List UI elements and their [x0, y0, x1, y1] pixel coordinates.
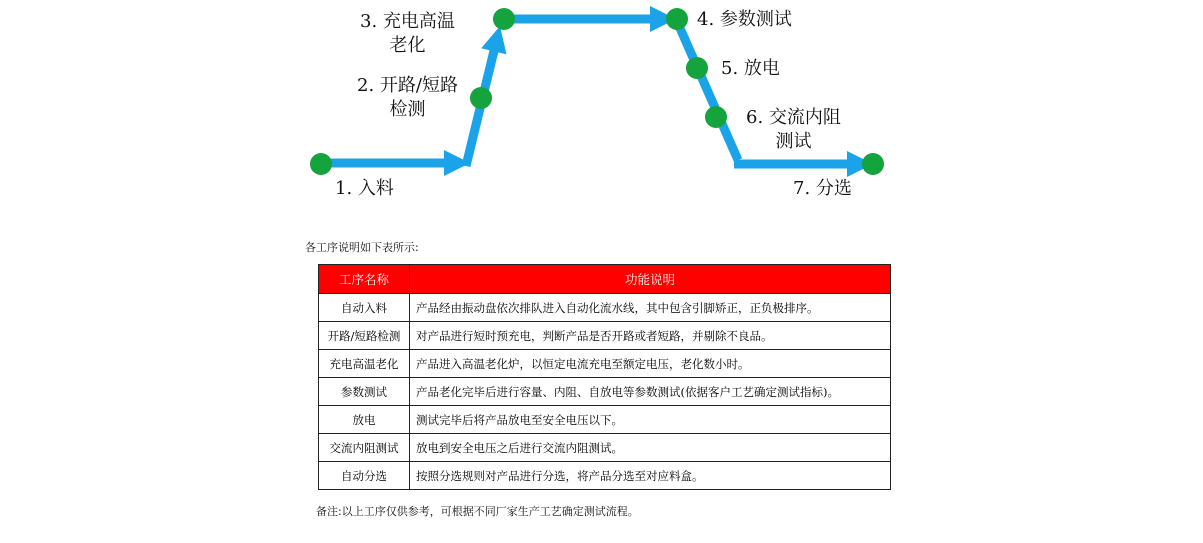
- node-feeding: [310, 153, 332, 175]
- node-aging: [493, 8, 515, 30]
- flow-connector-4: [672, 17, 742, 162]
- node-ac-resistance: [705, 106, 727, 128]
- row-step-name: 充电高温老化: [319, 350, 410, 378]
- row-step-name: 自动入料: [319, 294, 410, 322]
- flow-arrow-3: [502, 6, 676, 32]
- row-step-name: 开路/短路检测: [319, 322, 410, 350]
- row-description: 产品老化完毕后进行容量、内阻、自放电等参数测试(依据客户工艺确定测试指标)。: [410, 378, 891, 406]
- process-table: [318, 264, 891, 490]
- table-row: [319, 294, 891, 322]
- row-description: 对产品进行短时预充电，判断产品是否开路或者短路，并剔除不良品。: [410, 322, 891, 350]
- step-label-open-short-test: 2. 开路/短路 检测: [357, 75, 458, 120]
- footnote: 备注:以上工序仅供参考，可根据不同厂家生产工艺确定测试流程。: [316, 505, 639, 518]
- step-label-feeding: 1. 入料: [335, 178, 394, 199]
- flow-arrow-1: [322, 150, 470, 176]
- node-parameter-test: [666, 8, 688, 30]
- row-description: 按照分选规则对产品进行分选，将产品分选至对应料盒。: [410, 462, 891, 490]
- table-row: [319, 434, 891, 462]
- row-description: 测试完毕后将产品放电至安全电压以下。: [410, 406, 891, 434]
- table-row: [319, 406, 891, 434]
- row-description: 放电到安全电压之后进行交流内阻测试。: [410, 434, 891, 462]
- row-description: 产品进入高温老化炉，以恒定电流充电至额定电压，老化数小时。: [410, 350, 891, 378]
- table-row: [319, 378, 891, 406]
- flow-arrow-5: [734, 151, 873, 177]
- step-label-discharge: 5. 放电: [721, 58, 780, 79]
- step-label-sorting: 7. 分选: [793, 178, 852, 199]
- node-discharge: [686, 57, 708, 79]
- header-step-name: 工序名称: [319, 265, 410, 294]
- process-flow-diagram: [0, 0, 1203, 230]
- intro-text: 各工序说明如下表所示:: [305, 241, 419, 254]
- row-description: 产品经由振动盘依次排队进入自动化流水线，其中包含引脚矫正，正负极排序。: [410, 294, 891, 322]
- step-label-aging: 3. 充电高温 老化: [360, 11, 455, 56]
- table-row: [319, 350, 891, 378]
- table-header-row: [319, 265, 891, 294]
- header-description: 功能说明: [410, 265, 891, 294]
- node-open-short-test: [470, 87, 492, 109]
- row-step-name: 参数测试: [319, 378, 410, 406]
- step-label-ac-resistance: 6. 交流内阻 测试: [746, 107, 841, 152]
- table-row: [319, 462, 891, 490]
- step-label-parameter-test: 4. 参数测试: [697, 9, 792, 30]
- row-step-name: 放电: [319, 406, 410, 434]
- table-row: [319, 322, 891, 350]
- node-sorting: [862, 153, 884, 175]
- row-step-name: 交流内阻测试: [319, 434, 410, 462]
- row-step-name: 自动分选: [319, 462, 410, 490]
